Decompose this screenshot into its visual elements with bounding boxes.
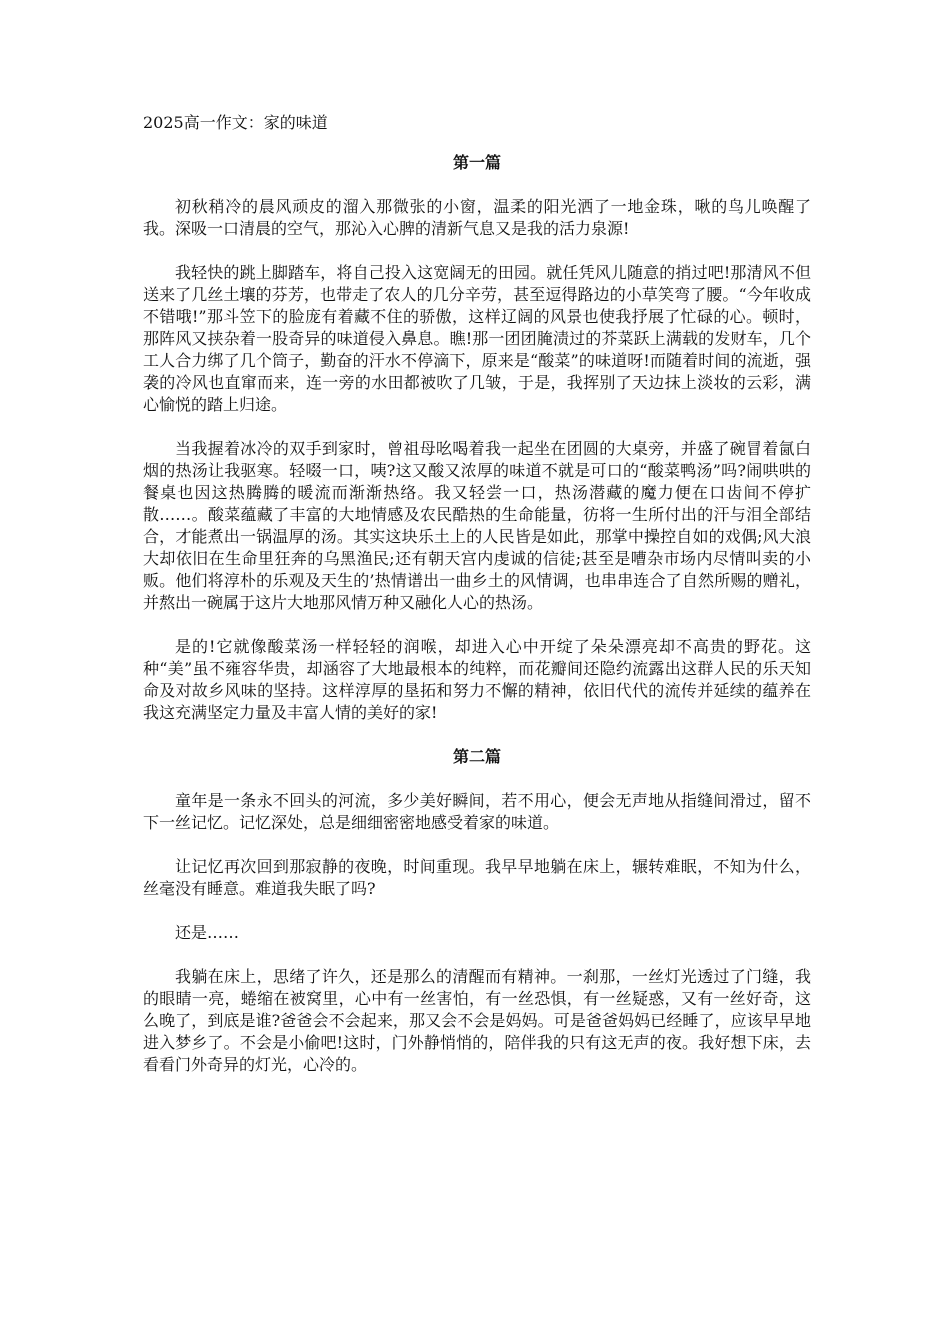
section-2: [143, 746, 811, 1076]
paragraph: 我躺在床上，思绪了许久，还是那么的清醒而有精神。一刹那，一丝灯光透过了门缝，我的眼睛一亮，蜷缩在被窝里，心中有一丝害怕，有一丝恐惧，有一丝疑惑，又有一丝好奇，这么晚了，到底是谁?爸爸会不会起来，那又会不会是妈妈。可是爸爸妈妈已经睡了，应该早早地进入梦乡了。不会是小偷吧!这时，门外静悄悄的，陪伴我的只有这无声的夜。我好想下床，去看看门外奇异的灯光，心冷的。: [143, 967, 811, 1074]
document-page: [143, 112, 811, 1098]
paragraph: 初秋稍冷的晨风顽皮的溜入那微张的小窗，温柔的阳光洒了一地金珠，啾的鸟儿唤醒了我。深吸一口清晨的空气，那沁入心脾的清新气息又是我的活力泉源!: [143, 197, 811, 238]
paragraph: 童年是一条永不回头的河流，多少美好瞬间，若不用心，便会无声地从指缝间滑过，留不下一丝记忆。记忆深处，总是细细密密地感受着家的味道。: [143, 791, 811, 832]
section-heading: 第二篇: [452, 747, 501, 766]
paragraph: 我轻快的跳上脚踏车，将自己投入这宽阔无的田园。就任凭风儿随意的捎过吧!那清风不但送来了几丝土壤的芬芳，也带走了农人的几分辛劳，甚至逗得路边的小草笑弯了腰。“今年收成不错哦!”那斗笠下的脸庞有着藏不住的骄傲，这样辽阔的风景也使我抒展了忙碌的心。顿时，那阵风又挟杂着一股奇异的味道侵入鼻息。瞧!那一团团腌渍过的芥菜跃上满载的发财车，几个工人合力绑了几个筒子，勤奋的汗水不停滴下，原来是“酸菜”的味道呀!而随着时间的流逝，强袭的冷风也直窜而来，连一旁的水田都被吹了几皱，于是，我挥别了天边抹上淡妆的云彩，满心愉悦的踏上归途。: [143, 263, 811, 414]
paragraph: 是的!它就像酸菜汤一样轻轻的润喉，却进入心中开绽了朵朵漂亮却不高贵的野花。这种“美”虽不雍容华贵，却涵容了大地最根本的纯粹，而花瓣间还隐约流露出这群人民的乐天知命及对故乡风味的坚持。这样淳厚的垦拓和努力不懈的精神，依旧代代的流传并延续的蕴养在我这充满坚定力量及丰富人情的美好的家!: [143, 637, 811, 722]
section-heading: 第一篇: [452, 153, 501, 172]
document-title: 2025高一作文：家的味道: [143, 113, 328, 132]
paragraph: 让记忆再次回到那寂静的夜晚，时间重现。我早早地躺在床上，辗转难眠，不知为什么，丝毫没有睡意。难道我失眠了吗?: [143, 857, 811, 898]
paragraph: 当我握着冰冷的双手到家时，曾祖母吆喝着我一起坐在团圆的大桌旁，并盛了碗冒着氤白烟的热汤让我驱寒。轻啜一口，咦?这又酸又浓厚的味道不就是可口的“酸菜鸭汤”吗?闹哄哄的餐桌也因这热腾腾的暖流而渐渐热络。我又轻尝一口，热汤潜藏的魔力便在口齿间不停扩散……。酸菜蕴藏了丰富的大地情感及农民酷热的生命能量，彷将一生所付出的汗与泪全部结合，才能煮出一锅温厚的汤。其实这块乐土上的人民皆是如此，那掌中操控自如的戏偶;风大浪大却依旧在生命里狂奔的乌黑渔民;还有朝天宫内虔诚的信徒;甚至是嘈杂市场内尽情叫卖的小贩。他们将淳朴的乐观及天生的’热情谱出一曲乡土的风情调，也串串连合了自然所赐的赠礼，并熬出一碗属于这片大地那风情万种又融化人心的热汤。: [143, 439, 811, 612]
paragraph: 还是……: [175, 923, 240, 942]
section-1: [143, 152, 811, 724]
